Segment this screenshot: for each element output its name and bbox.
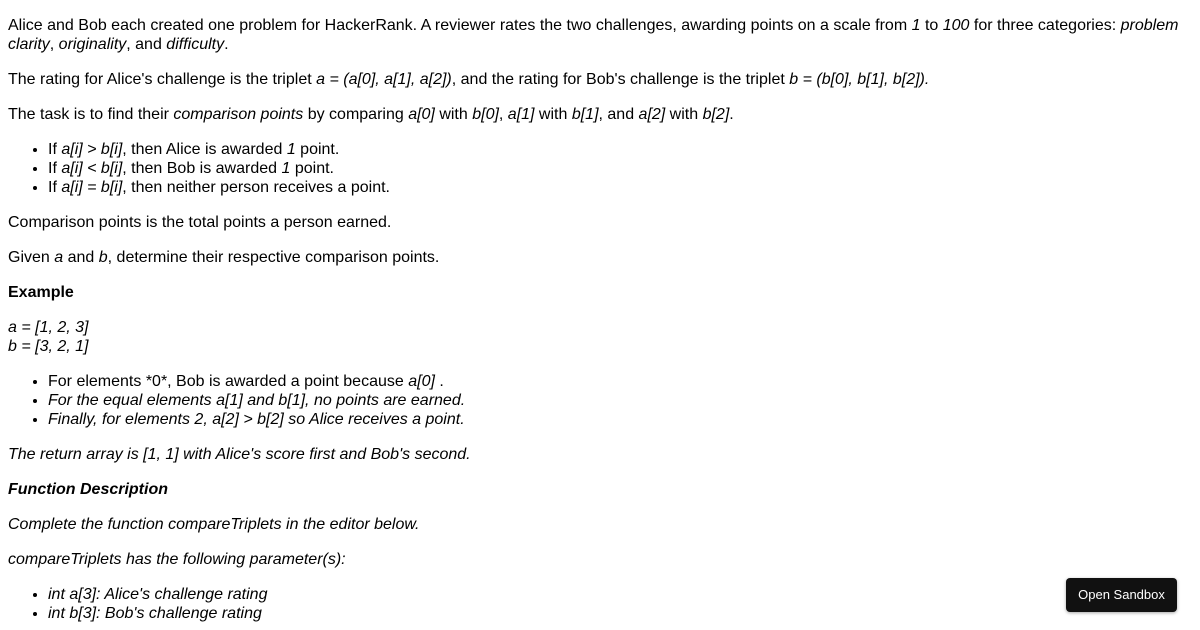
params-paragraph: compareTriplets has the following parameter(s): — [8, 551, 346, 568]
list-item: • If a[i] > b[i], then Alice is awarded 1 point. — [48, 140, 1184, 159]
comparison-points-term: comparison points — [173, 106, 304, 123]
list-item: • Finally, for elements 2, a[2] > b[2] so Alice receives a point. — [48, 410, 1184, 429]
task-paragraph: The task is to find their comparison points by comparing a[0] with b[0], a[1] with b[1], and a[2] with b[2]. — [8, 106, 734, 123]
category-originality: originality — [58, 36, 127, 53]
problem-statement — [8, 16, 1184, 630]
scale-max: 100 — [942, 17, 970, 34]
params-list — [8, 585, 1184, 623]
return-paragraph: The return array is [1, 1] with Alice's score first and Bob's second. — [8, 446, 471, 463]
example-list — [8, 372, 1184, 429]
alice-triplet: a = (a[0], a[1], a[2]) — [316, 71, 452, 88]
given-paragraph: Given a and b, determine their respective comparison points. — [8, 249, 440, 266]
list-item: • If a[i] < b[i], then Bob is awarded 1 point. — [48, 159, 1184, 178]
category-clarity: problem clarity — [8, 17, 1179, 53]
example-arrays — [8, 318, 1184, 356]
example-b: b = [3, 2, 1] — [8, 338, 89, 355]
intro-paragraph: Alice and Bob each created one problem for HackerRank. A reviewer rates the two challenges, awarding points on a scale from 1 to 100 for three categories: problem clarity, originality, and difficulty. — [8, 17, 1179, 53]
list-item: • int b[3]: Bob's challenge rating — [48, 604, 1184, 623]
example-heading: Example — [8, 284, 74, 301]
category-difficulty: difficulty — [166, 36, 225, 53]
list-item: • int a[3]: Alice's challenge rating — [48, 585, 1184, 604]
complete-paragraph: Complete the function compareTriplets in the editor below. — [8, 516, 420, 533]
list-item: • For elements *0*, Bob is awarded a point because a[0] . — [48, 372, 1184, 391]
open-sandbox-button[interactable]: Open Sandbox — [1066, 578, 1177, 612]
example-a: a = [1, 2, 3] — [8, 319, 89, 336]
list-item: • For the equal elements a[1] and b[1], no points are earned. — [48, 391, 1184, 410]
rules-list — [8, 140, 1184, 197]
scale-min: 1 — [911, 17, 921, 34]
rating-paragraph: The rating for Alice's challenge is the triplet a = (a[0], a[1], a[2]), and the rating for Bob's challenge is the triplet b = (b[0], b[1], b[2]). — [8, 71, 930, 88]
total-paragraph: Comparison points is the total points a person earned. — [8, 214, 392, 231]
function-description-heading: Function Description — [8, 481, 168, 498]
bob-triplet: b = (b[0], b[1], b[2]) — [789, 71, 925, 88]
list-item: • If a[i] = b[i], then neither person receives a point. — [48, 178, 1184, 197]
